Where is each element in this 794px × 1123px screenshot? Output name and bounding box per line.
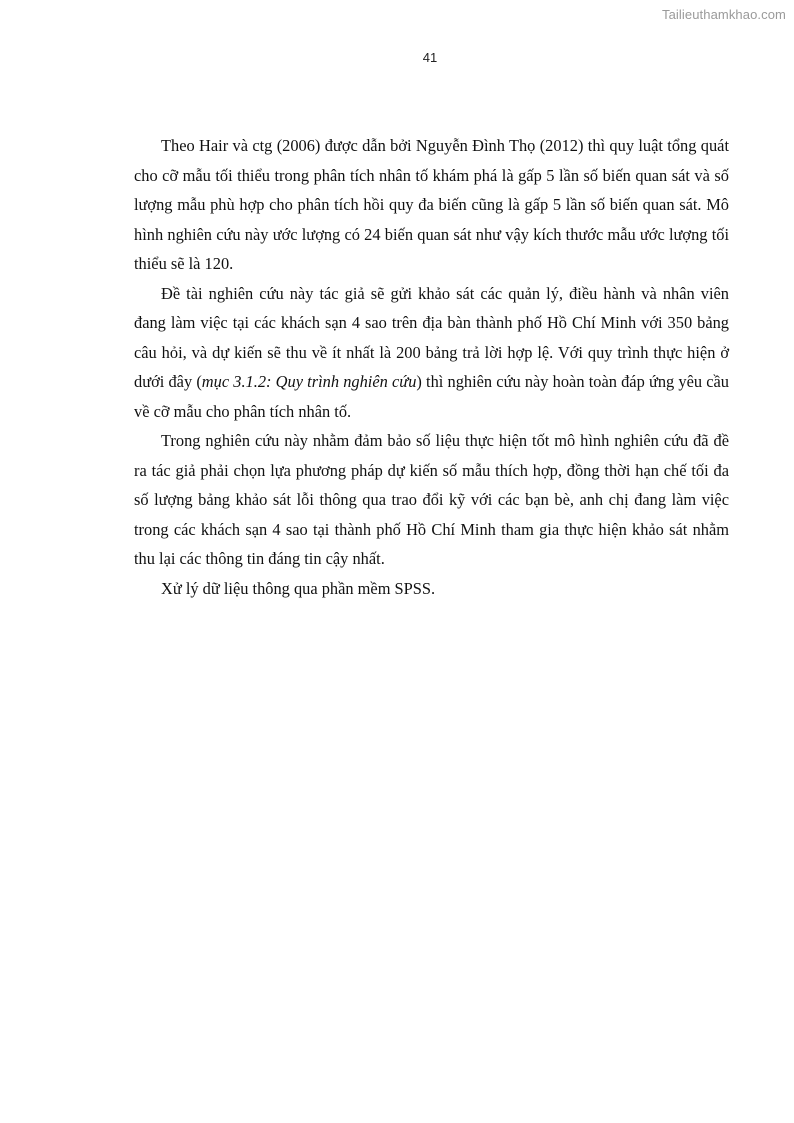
paragraph-data-processing: Xử lý dữ liệu thông qua phần mềm SPSS. xyxy=(161,578,436,598)
paragraph-data-quality: Trong nghiên cứu này nhằm đảm bảo số liệu thực hiện tốt mô hình nghiên cứu đã đề ra tác giả phải chọn lựa phương pháp dự kiến số mẫu thích hợp, đồng thời hạn chế tối đa số lượng bảng khảo sát lỗi thông qua trao đổi kỹ với các bạn bè, anh chị đang làm việc trong các khách sạn 4 sao tại thành phố Hồ Chí Minh tham gia thực hiện khảo sát nhằm thu lại các thông tin đáng tin cậy nhất. xyxy=(134,431,729,568)
section-reference: mục 3.1.2: Quy trình nghiên cứu xyxy=(201,372,417,391)
paragraph-text: Đề tài nghiên cứu này tác giả sẽ gửi khảo sát các quản lý, điều hành và nhân viên đang làm việc tại các khách sạn 4 sao trên địa bàn thành phố Hồ Chí Minh với 350 bảng câu hỏi, và dự kiến sẽ thu về ít nhất là 200 bảng trả lời hợp lệ. Với quy trình thực hiện ở dưới đây ( xyxy=(134,283,729,391)
paragraph-text: ) thì nghiên cứu này hoàn toàn đáp ứng yêu cầu về cỡ mẫu cho phân tích nhân tố. xyxy=(134,372,729,421)
paragraph-sample-size-rule: Theo Hair và ctg (2006) được dẫn bởi Nguyễn Đình Thọ (2012) thì quy luật tổng quát cho cỡ mẫu tối thiểu trong phân tích nhân tố khám phá là gấp 5 lần số biến quan sát và số lượng mẫu phù hợp cho phân tích hồi quy đa biến cũng là gấp 5 lần số biến quan sát. Mô hình nghiên cứu này ước lượng có 24 biến quan sát như vậy kích thước mẫu ước lượng tối thiểu sẽ là 120. xyxy=(134,136,729,273)
watermark: Tailieuthamkhao.com xyxy=(661,7,786,22)
paragraph-survey-plan xyxy=(134,279,729,427)
document-body xyxy=(134,131,729,603)
page-number: 41 xyxy=(422,50,438,65)
